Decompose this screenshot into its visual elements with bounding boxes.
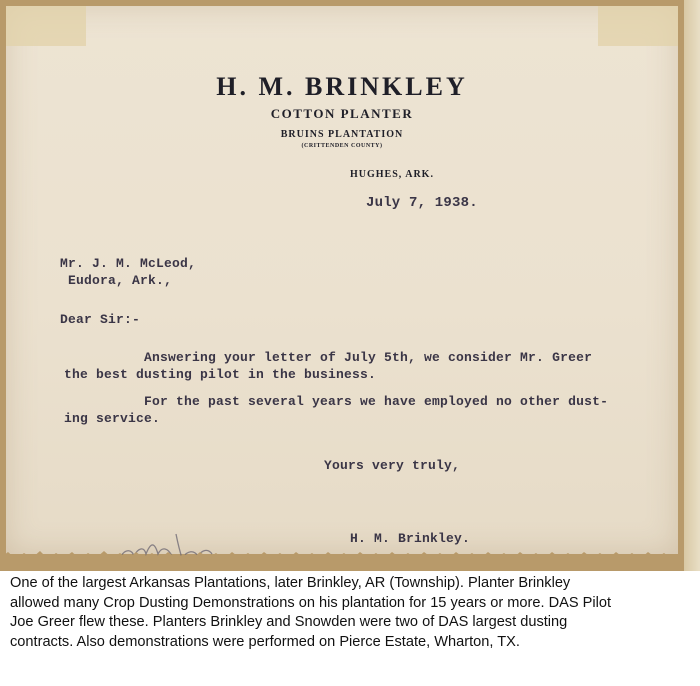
letterhead-title: COTTON PLANTER [270, 106, 414, 121]
caption [10, 574, 690, 652]
signature-name: H. M. Brinkley. [350, 531, 471, 546]
paragraph-2-line-2: ing service. [64, 411, 161, 426]
letter-date: July 7, 1938. [366, 195, 478, 211]
caption-line-1: One of the largest Arkansas Plantations, later Brinkley, AR (Township). Planter Brinkley [10, 575, 571, 591]
salutation: Dear Sir:- [60, 312, 141, 327]
letterhead-county: (CRITTENDEN COUNTY) [301, 143, 383, 149]
caption-line-2: allowed many Crop Dusting Demonstrations on his plantation for 15 years or more. DAS Pilot [10, 594, 612, 611]
address-line-2: Eudora, Ark., [68, 273, 173, 288]
tape-right [598, 6, 678, 46]
torn-edge [0, 546, 700, 571]
closing: Yours very truly, [324, 458, 461, 473]
board-edge [684, 0, 700, 571]
paragraph-1-line-2: the best dusting pilot in the business. [64, 367, 377, 382]
tape-left [6, 6, 86, 46]
paragraph-2-line-1: For the past several years we have employed no other dust- [144, 394, 609, 409]
caption-line-3: Joe Greer flew these. Planters Brinkley and Snowden were two of DAS largest dusting [10, 614, 568, 630]
paragraph-1-line-1: Answering your letter of July 5th, we consider Mr. Greer [144, 350, 593, 365]
caption-line-4: contracts. Also demonstrations were performed on Pierce Estate, Wharton, TX. [10, 633, 520, 650]
letter-paper [6, 6, 678, 554]
letterhead-town: HUGHES, ARK. [350, 169, 434, 180]
letterhead-plantation: BRUINS PLANTATION [280, 129, 404, 140]
letterhead-name: H. M. BRINKLEY [216, 72, 468, 101]
address-line-1: Mr. J. M. McLeod, [60, 256, 197, 271]
